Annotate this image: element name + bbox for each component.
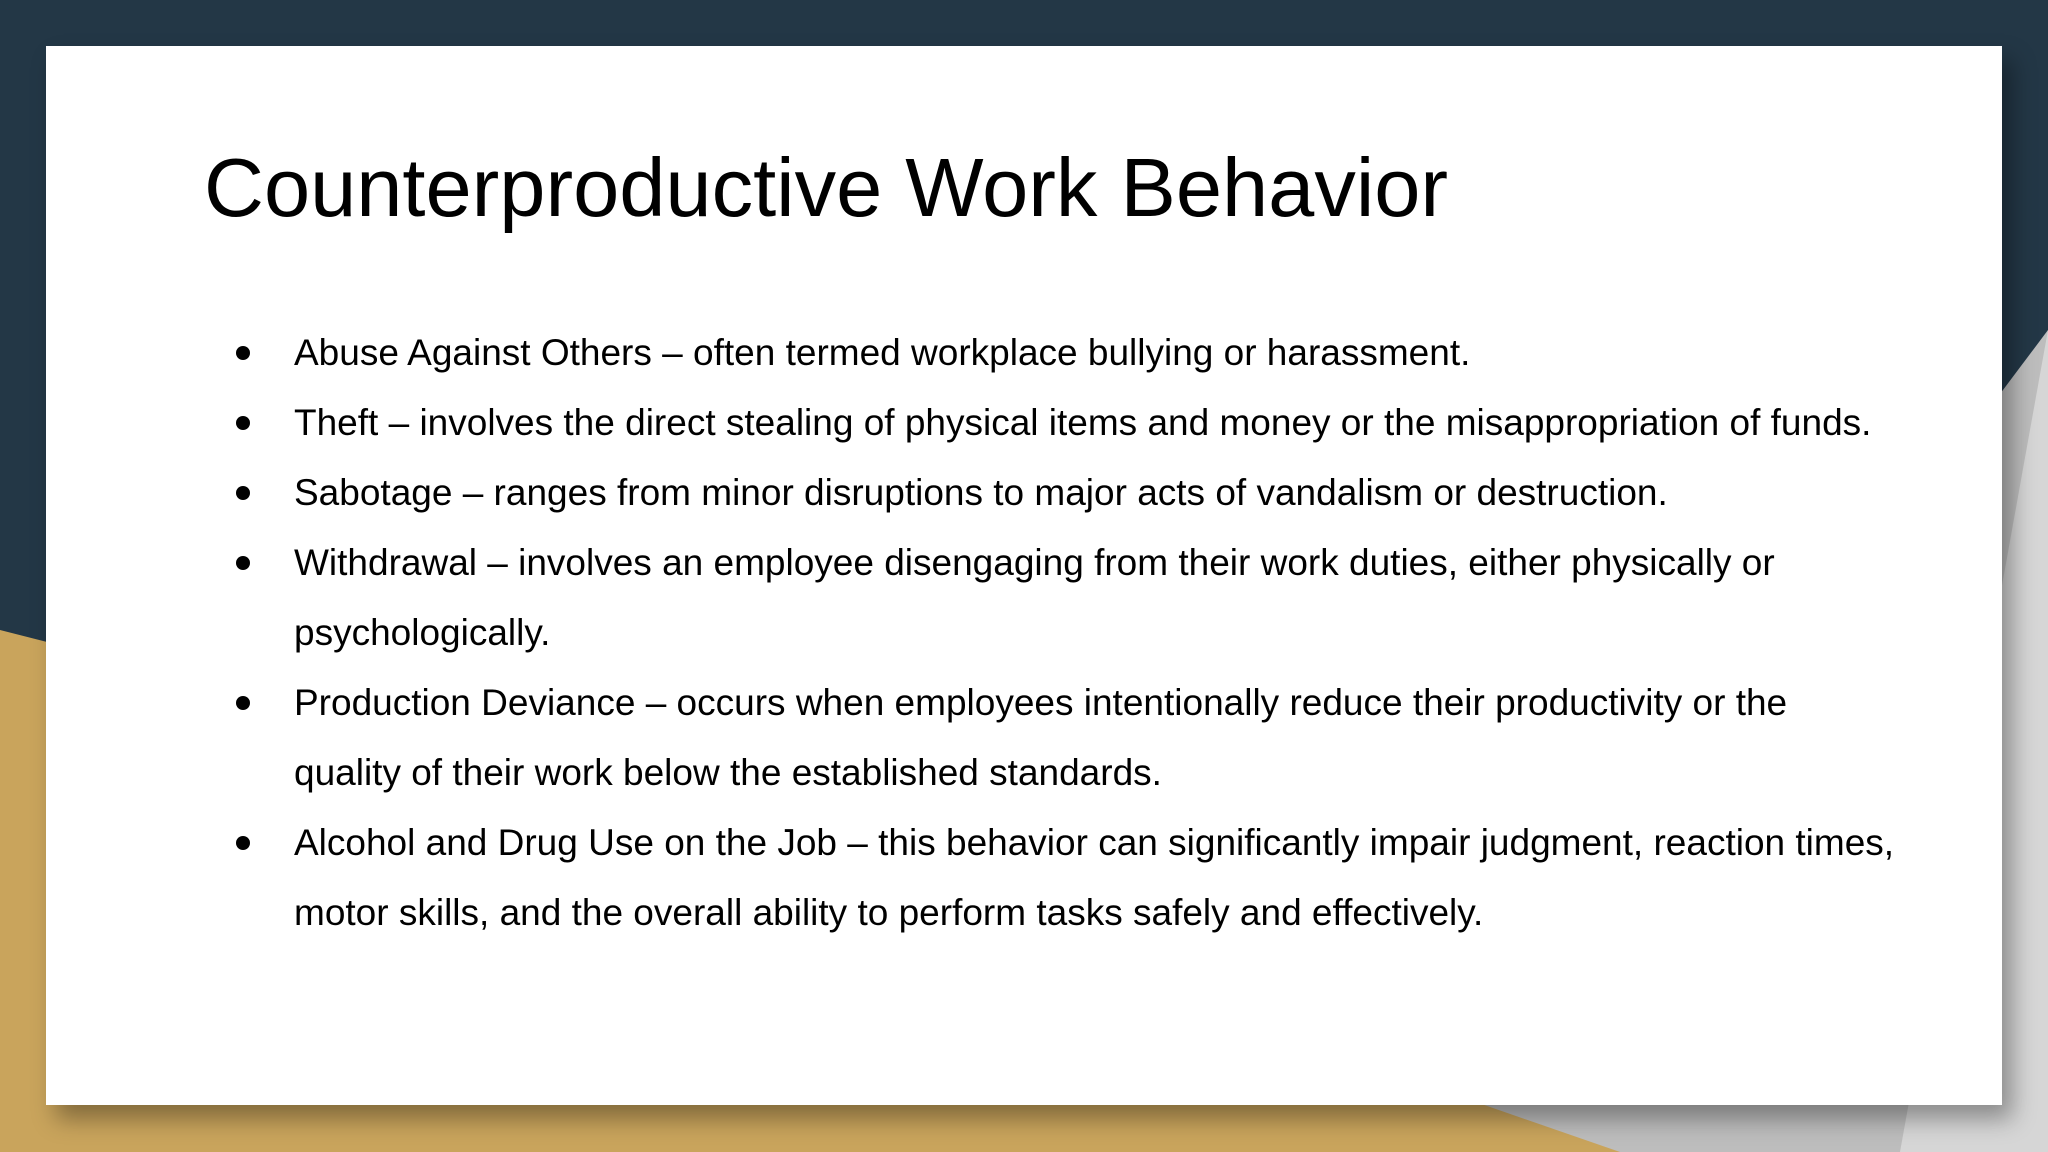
slide-card — [46, 46, 2002, 1105]
bullet-dot-icon — [236, 696, 250, 710]
bullet-item — [204, 528, 1904, 668]
bullet-item — [204, 458, 1904, 528]
bullet-dot-icon — [236, 836, 250, 850]
bullet-item — [204, 808, 1904, 948]
slide-title: Counterproductive Work Behavior — [204, 141, 1449, 234]
bullet-dot-icon — [236, 556, 250, 570]
bullet-dot-icon — [236, 486, 250, 500]
bullet-text: Sabotage – ranges from minor disruptions to major acts of vandalism or destruction. — [294, 472, 1668, 513]
bullet-text: Theft – involves the direct stealing of physical items and money or the misappropriation of funds. — [294, 402, 1872, 443]
bullet-text: Production Deviance – occurs when employees intentionally reduce their productivity or the quality of their work below the established standards. — [294, 682, 1788, 793]
bullet-dot-icon — [236, 416, 250, 430]
bullet-dot-icon — [236, 346, 250, 360]
bullet-text: Withdrawal – involves an employee disengaging from their work duties, either physically or psychologically. — [294, 542, 1775, 653]
bullet-text: Abuse Against Others – often termed workplace bullying or harassment. — [294, 332, 1471, 373]
bullet-list — [204, 318, 1904, 948]
bullet-item — [204, 388, 1904, 458]
bullet-text: Alcohol and Drug Use on the Job – this behavior can significantly impair judgment, reaction times, motor skills, and the overall ability to perform tasks safely and effectively. — [294, 822, 1895, 933]
bullet-item — [204, 318, 1904, 388]
bullet-item — [204, 668, 1904, 808]
